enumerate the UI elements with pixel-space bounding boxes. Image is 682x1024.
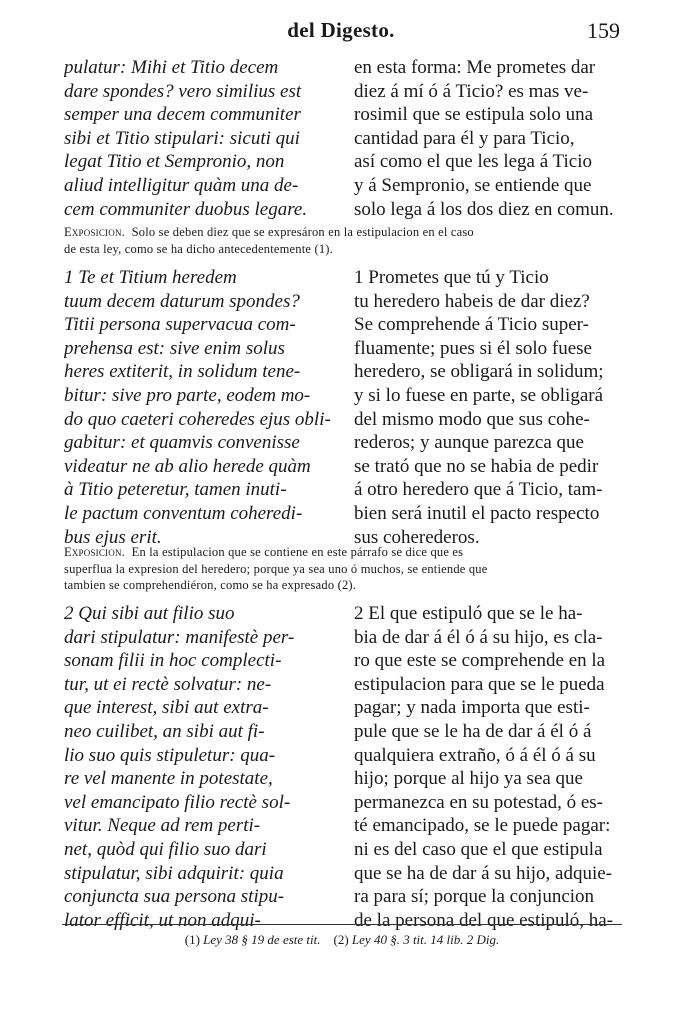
exposicion-text: de esta ley, como se ha dicho antecedentemente (1).	[64, 241, 333, 256]
footnote-1-mark: (1)	[184, 932, 200, 947]
spanish-line: permanezca en su potestad, ó es-	[354, 791, 604, 813]
spanish-line: tu heredero habeis de dar diez?	[354, 290, 590, 312]
footnote-2-mark: (2)	[333, 932, 349, 947]
exposicion-text: En la estipulacion que se contiene en este párrafo se dice que es	[131, 545, 464, 559]
spanish-line: té emancipado, se le puede pagar:	[354, 815, 611, 837]
spanish-column-section-3	[354, 602, 624, 932]
running-title: del Digesto.	[287, 18, 395, 42]
latin-column-section-1	[64, 56, 342, 221]
latin-line: lio suo quis stipuletur: qua-	[64, 744, 276, 766]
latin-line: cem communiter duobus legare.	[64, 198, 308, 220]
latin-line: à Titio peteretur, tamen inuti-	[64, 479, 287, 501]
exposicion-text: Solo se deben diez que se expresáron en la estipulacion en el caso	[131, 225, 474, 239]
spanish-line: fluamente; pues si él solo fuese	[354, 337, 592, 359]
latin-line: semper una decem communiter	[64, 104, 301, 126]
spanish-line: hijo; porque al hijo ya sea que	[354, 768, 583, 790]
spanish-line: rederos; y aunque parezca que	[354, 432, 584, 454]
spanish-line: heredero, se obligará in solidum;	[354, 361, 604, 383]
spanish-line: á otro heredero que á Ticio, tam-	[354, 479, 603, 501]
exposicion-label: Exposicion.	[64, 545, 125, 559]
latin-line: bus ejus erit.	[64, 526, 162, 548]
latin-line: do quo caeteri coheredes ejus obli-	[64, 408, 331, 430]
spanish-column-section-2	[354, 266, 624, 549]
footnote-rule	[62, 924, 622, 925]
exposicion-label: Exposicion.	[64, 225, 125, 239]
latin-line: bitur: sive pro parte, eodem mo-	[64, 384, 311, 406]
latin-line: prehensa est: sive enim solus	[64, 337, 285, 359]
spanish-line: y si lo fuese en parte, se obligará	[354, 384, 604, 406]
latin-line: vel emancipato filio rectè sol-	[64, 791, 291, 813]
latin-line: sonam filii in hoc complecti-	[64, 650, 282, 672]
latin-line: legat Titio et Sempronio, non	[64, 151, 285, 173]
spanish-line: diez á mí ó á Ticio? es mas ve-	[354, 80, 589, 102]
latin-column-section-2	[64, 266, 342, 549]
spanish-line: ra para sí; porque la conjuncion	[354, 886, 595, 908]
spanish-line: del mismo modo que sus cohe-	[354, 408, 590, 430]
spanish-line: 2 El que estipuló que se le ha-	[354, 603, 583, 624]
latin-line: heres extiterit, in solidum tene-	[64, 361, 301, 383]
latin-line: re vel manente in potestate,	[64, 768, 273, 790]
latin-line: aliud intelligitur quàm una de-	[64, 174, 299, 196]
footnote-1-text: Ley 38 § 19 de este tit.	[203, 932, 321, 947]
latin-line: gabitur: et quamvis convenisse	[64, 432, 300, 454]
spanish-line: y á Sempronio, se entiende que	[354, 174, 592, 196]
latin-line: sibi et Titio stipulari: sicuti qui	[64, 127, 300, 149]
latin-line: le pactum conventum coheredi-	[64, 502, 303, 524]
spanish-line: bien será inutil el pacto respecto	[354, 502, 600, 524]
latin-line: stipulatur, sibi adquirit: quia	[64, 862, 284, 884]
page-number: 159	[587, 18, 620, 43]
spanish-line: pagar; y nada importa que esti-	[354, 697, 590, 719]
latin-line: videatur ne ab alio herede quàm	[64, 455, 311, 477]
page-header	[62, 18, 620, 46]
latin-line: lator efficit, ut non adqui-	[64, 909, 261, 931]
spanish-line: se trató que no se habia de pedir	[354, 455, 599, 477]
footnotes	[62, 932, 622, 948]
spanish-line: estipulacion para que se le pueda	[354, 673, 605, 695]
exposicion-text: superflua la expresion del heredero; porque ya sea uno ó muchos, se entiende que	[64, 561, 488, 576]
spanish-line: cantidad para él y para Ticio,	[354, 127, 575, 149]
latin-line: dari stipulatur: manifestè per-	[64, 626, 295, 648]
exposicion-note-2	[64, 544, 620, 594]
latin-line: 2 Qui sibi aut filio suo	[64, 603, 235, 624]
exposicion-text: tambien se comprehendiéron, como se ha expresado (2).	[64, 578, 357, 592]
spanish-line: Se comprehende á Ticio super-	[354, 314, 589, 336]
latin-line: tur, ut ei rectè solvatur: ne-	[64, 673, 272, 695]
latin-line: conjuncta sua persona stipu-	[64, 886, 285, 908]
spanish-line: pule que se le ha de dar á él ó á	[354, 720, 592, 742]
spanish-line: ni es del caso que el que estipula	[354, 838, 603, 860]
spanish-line: qualquiera extraño, ó á él ó á su	[354, 744, 596, 766]
spanish-line: sus coherederos.	[354, 526, 480, 548]
latin-line: neo cuilibet, an sibi aut fi-	[64, 720, 265, 742]
footnote-2-text: Ley 40 §. 3 tit. 14 lib. 2 Dig.	[351, 932, 500, 947]
spanish-line: de la persona del que estipuló, ha-	[354, 909, 614, 931]
exposicion-note-1	[64, 224, 620, 257]
spanish-line: ro que este se comprehende en la	[354, 650, 606, 672]
latin-line: Titii persona supervacua com-	[64, 314, 296, 336]
spanish-line: solo lega á los dos diez en comun.	[354, 198, 614, 220]
latin-line: dare spondes? vero similius est	[64, 80, 302, 102]
latin-line: 1 Te et Titium heredem	[64, 267, 237, 288]
latin-line: pulatur: Mihi et Titio decem	[64, 57, 279, 78]
latin-line: tuum decem daturum spondes?	[64, 290, 300, 312]
latin-line: vitur. Neque ad rem perti-	[64, 815, 261, 837]
latin-line: net, quòd qui filio suo dari	[64, 838, 267, 860]
spanish-line: en esta forma: Me prometes dar	[354, 57, 596, 78]
spanish-column-section-1	[354, 56, 624, 221]
spanish-line: rosimil que se estipula solo una	[354, 104, 594, 126]
spanish-line: bia de dar á él ó á su hijo, es cla-	[354, 626, 603, 648]
latin-line: que interest, sibi aut extra-	[64, 697, 269, 719]
spanish-line: que se ha de dar á su hijo, adquie-	[354, 862, 612, 884]
spanish-line: 1 Prometes que tú y Ticio	[354, 267, 549, 288]
spanish-line: así como el que les lega á Ticio	[354, 151, 592, 173]
latin-column-section-3	[64, 602, 342, 932]
